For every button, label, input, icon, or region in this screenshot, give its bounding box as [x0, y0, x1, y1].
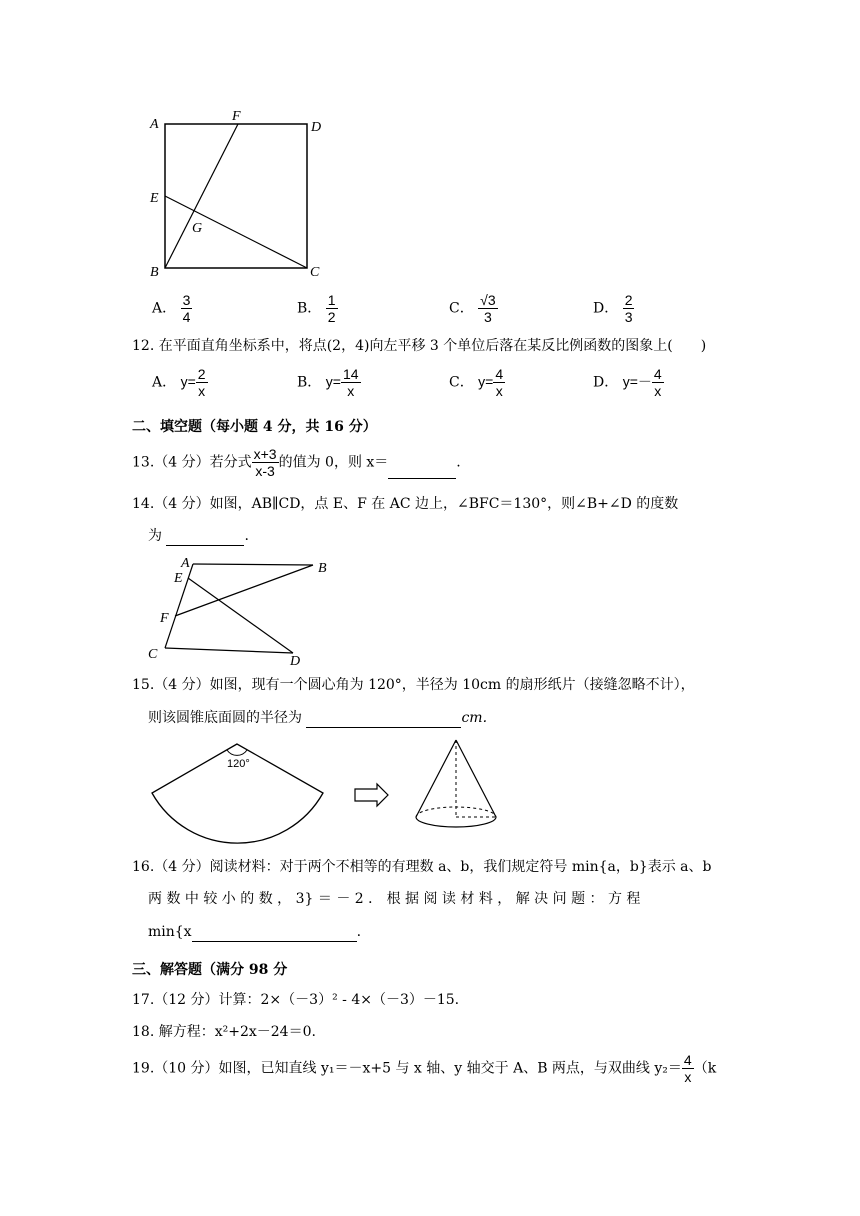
- fraction: [493, 366, 505, 399]
- option-letter: A．: [152, 374, 177, 391]
- denominator: x: [198, 383, 206, 399]
- option-letter: B．: [297, 374, 322, 391]
- q16-line-2: 两 数 中 较 小 的 数 ， 3} ＝ － 2 ． 根 据 阅 读 材 料 ， 解 决 问 题 ： 方 程: [148, 891, 641, 907]
- option-letter: A．: [152, 300, 177, 317]
- denominator: 4: [182, 309, 191, 325]
- segment-cd: [165, 648, 293, 653]
- q16-prefix: min{x: [148, 924, 192, 940]
- point-d-label: D: [290, 654, 301, 669]
- denominator: x: [684, 1069, 692, 1085]
- q11-option-c: [449, 292, 498, 325]
- fraction: [196, 366, 208, 399]
- option-letter: C．: [449, 374, 474, 391]
- option-prefix: y=: [180, 373, 196, 390]
- option-letter: B．: [297, 300, 322, 317]
- fraction: [181, 292, 193, 325]
- numerator: 2: [624, 292, 633, 308]
- square-figure: [140, 105, 340, 285]
- section-3-heading: 三、解答题（满分 98 分: [132, 962, 288, 978]
- denominator: 3: [624, 309, 633, 325]
- section-2-heading: 二、填空题（每小题 4 分，共 16 分）: [132, 419, 377, 435]
- point-c-label: C: [148, 647, 158, 662]
- numerator: √3: [480, 292, 496, 308]
- point-e-label: E: [150, 191, 159, 206]
- square-abcd: [165, 124, 307, 268]
- q13-prefix: 13.（4 分）若分式: [132, 454, 252, 471]
- option-prefix: y=: [325, 373, 341, 390]
- q19-text: [132, 1052, 716, 1085]
- answer-blank[interactable]: [166, 545, 244, 546]
- sector-cone-figure: [140, 735, 520, 865]
- segment-ab: [193, 564, 313, 565]
- numerator: 4: [495, 366, 504, 382]
- option-letter: C．: [449, 300, 474, 317]
- q14-line-2: [148, 526, 249, 546]
- segment-ec: [165, 196, 307, 268]
- q15-line-2: [148, 708, 487, 728]
- numerator: x+3: [253, 446, 277, 462]
- numerator: 3: [182, 292, 191, 308]
- segment-bf: [165, 124, 238, 268]
- parallel-lines-figure: [140, 552, 340, 670]
- q13-suffix: 的值为 0，则 x＝: [278, 454, 389, 471]
- point-b-label: B: [318, 561, 327, 576]
- q15-prefix: 则该圆锥底面圆的半径为: [148, 710, 302, 726]
- q12-option-a: [152, 366, 208, 399]
- q12-text: 12. 在平面直角坐标系中，将点(2，4)向左平移 3 个单位后落在某反比例函数的图象上( ): [132, 338, 707, 354]
- numerator: 4: [683, 1052, 692, 1068]
- point-f-label: F: [160, 611, 169, 626]
- numerator: 4: [653, 366, 662, 382]
- q13-end: .: [456, 454, 461, 471]
- denominator: x: [347, 383, 355, 399]
- denominator: x: [495, 383, 503, 399]
- point-a-label: A: [150, 117, 159, 132]
- answer-blank[interactable]: [388, 478, 456, 479]
- segment-fb: [175, 565, 313, 616]
- angle-label: 120°: [227, 758, 250, 770]
- q15-line-1: 15.（4 分）如图，现有一个圆心角为 120°，半径为 10cm 的扇形纸片（接缝忽略不计），: [132, 677, 695, 693]
- fraction: [478, 292, 497, 325]
- q11-option-b: [297, 292, 338, 325]
- fraction: [341, 366, 361, 399]
- denominator: 3: [484, 309, 492, 325]
- point-f-label: F: [232, 109, 241, 124]
- answer-blank[interactable]: [306, 727, 461, 728]
- point-c-label: C: [310, 265, 320, 280]
- q15-unit: cm.: [461, 710, 488, 726]
- segment-ed: [188, 578, 293, 653]
- q16-end: .: [356, 924, 362, 940]
- q19-suffix: （k: [693, 1060, 717, 1077]
- option-letter: D．: [593, 300, 619, 317]
- angle-arc: [227, 750, 247, 755]
- arrow-icon: [355, 784, 388, 806]
- fraction: [326, 292, 338, 325]
- q19-prefix: 19.（10 分）如图，已知直线 y₁＝－x+5 与 x 轴、y 轴交于 A、B 两点，与双曲线 y₂＝: [132, 1060, 682, 1077]
- q18-text: 18. 解方程：x²+2x－24＝0.: [132, 1024, 316, 1040]
- point-b-label: B: [150, 265, 159, 280]
- option-prefix: y=: [478, 373, 494, 390]
- cone-base-front: [416, 817, 496, 827]
- point-g-label: G: [192, 221, 203, 236]
- q16-line-1: 16.（4 分）阅读材料：对于两个不相等的有理数 a、b，我们规定符号 min{a，b}表示 a、b: [132, 859, 712, 875]
- q11-option-d: [593, 292, 634, 325]
- option-prefix: y=－: [622, 373, 652, 390]
- q17-text: 17.（12 分）计算：2×（－3）² - 4×（－3）－15.: [132, 992, 460, 1008]
- point-d-label: D: [311, 120, 322, 135]
- option-letter: D．: [593, 374, 619, 391]
- cone-left-edge: [416, 740, 456, 817]
- denominator: x: [654, 383, 662, 399]
- q13-text: [132, 446, 461, 479]
- fraction: [252, 446, 279, 479]
- denominator: 2: [327, 309, 336, 325]
- q14-line-1: 14.（4 分）如图，AB∥CD，点 E、F 在 AC 边上，∠BFC＝130°，则∠B+∠D 的度数: [132, 496, 679, 512]
- q12-option-b: [297, 366, 361, 399]
- numerator: 14: [342, 366, 359, 382]
- denominator: x-3: [255, 463, 275, 479]
- q16-line-3: [148, 922, 361, 942]
- q14-prefix: 为: [148, 528, 162, 544]
- numerator: 1: [327, 292, 336, 308]
- fraction: [682, 1052, 694, 1085]
- q11-option-a: [152, 292, 192, 325]
- fraction: [652, 366, 664, 399]
- point-e-label: E: [174, 571, 183, 586]
- q12-option-d: [593, 366, 664, 399]
- answer-blank[interactable]: [192, 941, 357, 942]
- numerator: 2: [197, 366, 206, 382]
- point-a-label: A: [181, 556, 190, 571]
- fraction: [623, 292, 635, 325]
- q14-end: .: [244, 528, 249, 544]
- q12-option-c: [449, 366, 505, 399]
- cone-right-edge: [456, 740, 496, 817]
